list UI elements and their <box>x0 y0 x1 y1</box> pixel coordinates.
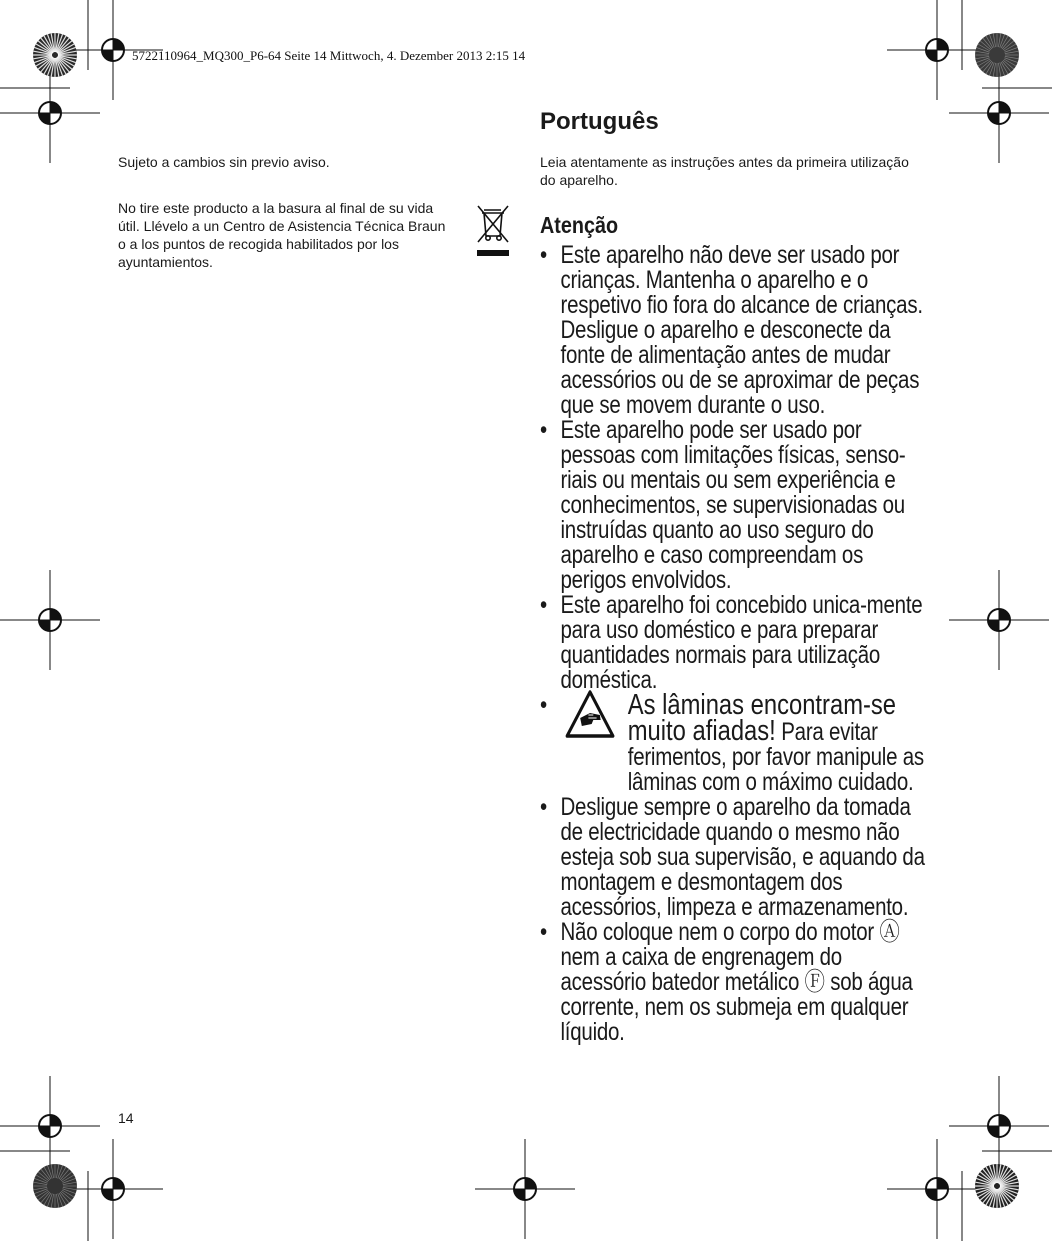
bullet-dot: • <box>540 793 547 821</box>
registration-crosshair-icon <box>887 0 987 100</box>
registration-crosshair-icon <box>0 570 100 670</box>
registration-crosshair-icon <box>887 1139 987 1239</box>
color-starburst-icon <box>975 33 1019 77</box>
blade-warning-lead: As lâminas encontram-se muito afiadas! <box>627 689 897 747</box>
registration-crosshair-icon <box>63 1139 163 1239</box>
blade-warning-text: Para evitar ferimentos, por favor manipule as lâminas com o máximo cuidado. <box>627 718 924 796</box>
bullet-dot: • <box>540 691 547 719</box>
print-header: 5722110964_MQ300_P6-64 Seite 14 Mittwoch, 4. Dezember 2013 2:15 14 <box>132 48 526 63</box>
color-starburst-icon <box>975 1164 1019 1208</box>
bullet-dot: • <box>540 241 547 269</box>
list-item-text: Este aparelho pode ser usado por pessoas com limitações físicas, senso-riais ou mentais ou sem experiência e conhecimentos, se supervisionadas ou instruídas quanto ao uso seguro do aparelho e caso compreendam os perigos envolvidos. <box>560 416 906 594</box>
registration-crosshair-icon <box>63 0 163 100</box>
list-item-text: Este aparelho não deve ser usado por crianças. Mantenha o aparelho e o respetivo fio fora do alcance de crianças. Desligue o aparelho e desconecte da fonte de alimentação antes de mudar acessórios ou de se aproximar de peças que se movem durante o uso. <box>560 241 923 419</box>
registration-crosshair-icon <box>475 1139 575 1239</box>
registration-crosshair-icon <box>0 1076 100 1176</box>
color-starburst-icon <box>33 33 77 77</box>
list-item-text: Este aparelho foi concebido unica-mente para uso doméstico e para preparar quantidades normais para utilização doméstica. <box>560 591 923 694</box>
registration-crosshair-icon <box>949 570 1049 670</box>
list-item-text: Desligue sempre o aparelho da tomada de electricidade quando o mesmo não esteja sob sua supervisão, e aquando da montagem e desmontagem dos acessórios, limpeza e armazenamento. <box>560 793 925 921</box>
registration-crosshair-icon <box>949 1076 1049 1176</box>
intro-text: Leia atentamente as instruções antes da primeira utilização do aparelho. <box>540 154 909 188</box>
color-starburst-icon <box>33 1164 77 1208</box>
bullet-dot: • <box>540 918 547 946</box>
section-title: Português <box>540 108 659 135</box>
warning-heading: Atenção <box>540 212 619 238</box>
page-number: 14 <box>118 1110 134 1126</box>
registration-crosshair-icon <box>949 63 1049 163</box>
bullet-dot: • <box>540 591 547 619</box>
bullet-dot: • <box>540 416 547 444</box>
registration-crosshair-icon <box>0 63 100 163</box>
spanish-change-notice: Sujeto a cambios sin previo aviso. <box>118 154 330 170</box>
list-item-text: Não coloque nem o corpo do motor Ⓐ nem a caixa de engrenagem do acessório batedor metálico Ⓕ sob água corrente, nem os submeja em qualquer líquido. <box>560 918 913 1046</box>
spanish-disposal-notice: No tire este producto a la basura al final de su vida útil. Llévelo a un Centro de Asistencia Técnica Braun o a los puntos de recogida habilitados por los ayuntamientos. <box>118 200 446 270</box>
